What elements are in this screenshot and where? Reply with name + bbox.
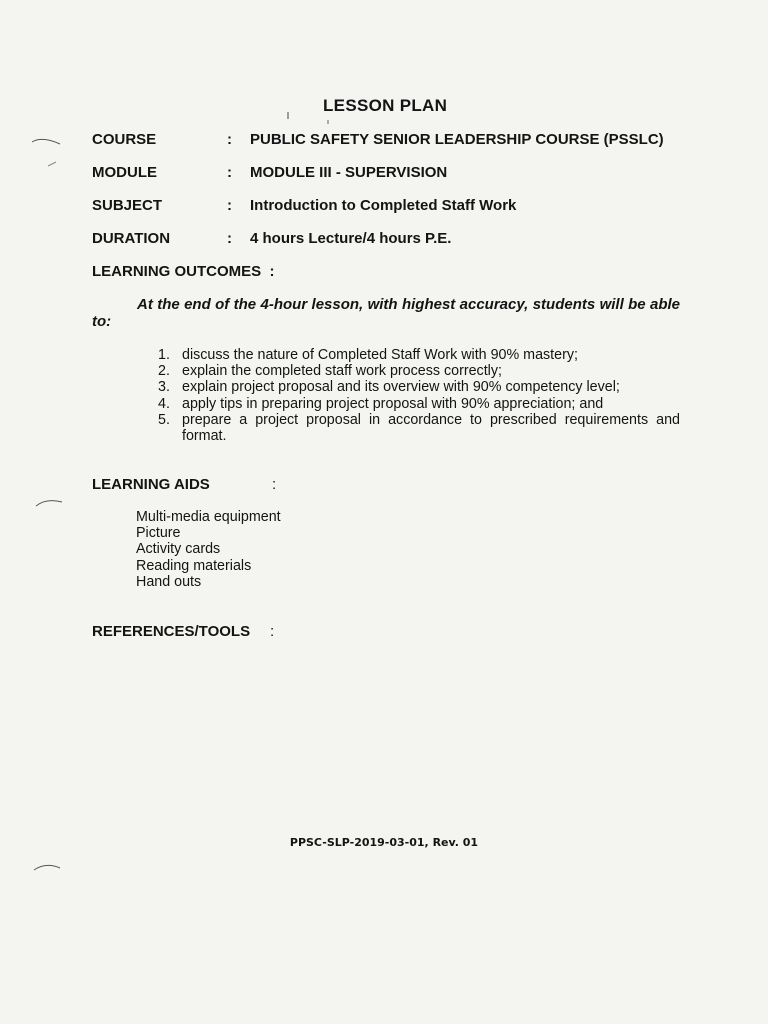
- learning-outcomes-list: [158, 347, 680, 444]
- list-item: [158, 396, 680, 412]
- references-heading: [92, 623, 275, 640]
- item-text: explain the completed staff work process correctly;: [182, 363, 502, 380]
- punch-mark-icon: [34, 496, 64, 512]
- page-title: LESSON PLAN: [323, 96, 448, 115]
- list-item: [158, 347, 680, 363]
- learning-aids-list: [136, 509, 281, 590]
- subject-colon: :: [227, 197, 232, 214]
- item-text: explain project proposal and its overview with 90% competency level;: [182, 379, 620, 396]
- course-label: COURSE: [92, 131, 157, 148]
- list-item: [158, 379, 680, 395]
- module-colon: :: [227, 164, 232, 181]
- course-value: PUBLIC SAFETY SENIOR LEADERSHIP COURSE (PSSLC): [250, 131, 664, 148]
- list-item: Hand outs: [136, 573, 202, 590]
- list-item: [158, 412, 680, 444]
- list-item: Activity cards: [136, 541, 221, 558]
- learning-aids-label: LEARNING AIDS: [92, 476, 210, 493]
- list-item: Picture: [136, 525, 181, 542]
- subject-value: Introduction to Completed Staff Work: [250, 197, 517, 214]
- duration-value: 4 hours Lecture/4 hours P.E.: [250, 230, 452, 247]
- learning-outcomes-intro: At the end of the 4-hour lesson, with highest accuracy, students will be able to:: [92, 296, 680, 330]
- item-number: 3.: [158, 379, 170, 396]
- learning-aids-heading: [92, 476, 277, 493]
- punch-mark-icon: [30, 134, 66, 174]
- punch-mark-icon: [32, 860, 62, 876]
- item-text: prepare a project proposal in accordance to prescribed requirements and format.: [182, 411, 680, 445]
- item-text: apply tips in preparing project proposal with 90% appreciation; and: [182, 395, 604, 412]
- module-label: MODULE: [92, 164, 157, 181]
- document-code-footer: PPSC-SLP-2019-03-01, Rev. 01: [289, 836, 479, 849]
- learning-outcomes-heading: LEARNING OUTCOMES :: [92, 263, 275, 280]
- references-label: REFERENCES/TOOLS: [92, 623, 251, 640]
- duration-label: DURATION: [92, 230, 171, 247]
- list-item: Reading materials: [136, 557, 252, 574]
- subject-label: SUBJECT: [92, 197, 163, 214]
- learning-aids-colon: :: [272, 476, 277, 493]
- item-number: 1.: [158, 347, 170, 363]
- speck-mark-icon: [284, 106, 334, 126]
- item-number: 2.: [158, 363, 170, 380]
- item-text: discuss the nature of Completed Staff Work with 90% mastery;: [182, 347, 578, 363]
- duration-colon: :: [227, 230, 232, 247]
- module-value: MODULE III - SUPERVISION: [250, 164, 448, 181]
- item-number: 5.: [158, 411, 170, 428]
- item-number: 4.: [158, 395, 170, 412]
- references-colon: :: [270, 623, 275, 640]
- list-item: Multi-media equipment: [136, 509, 281, 525]
- course-colon: :: [227, 131, 232, 148]
- list-item: [158, 363, 680, 379]
